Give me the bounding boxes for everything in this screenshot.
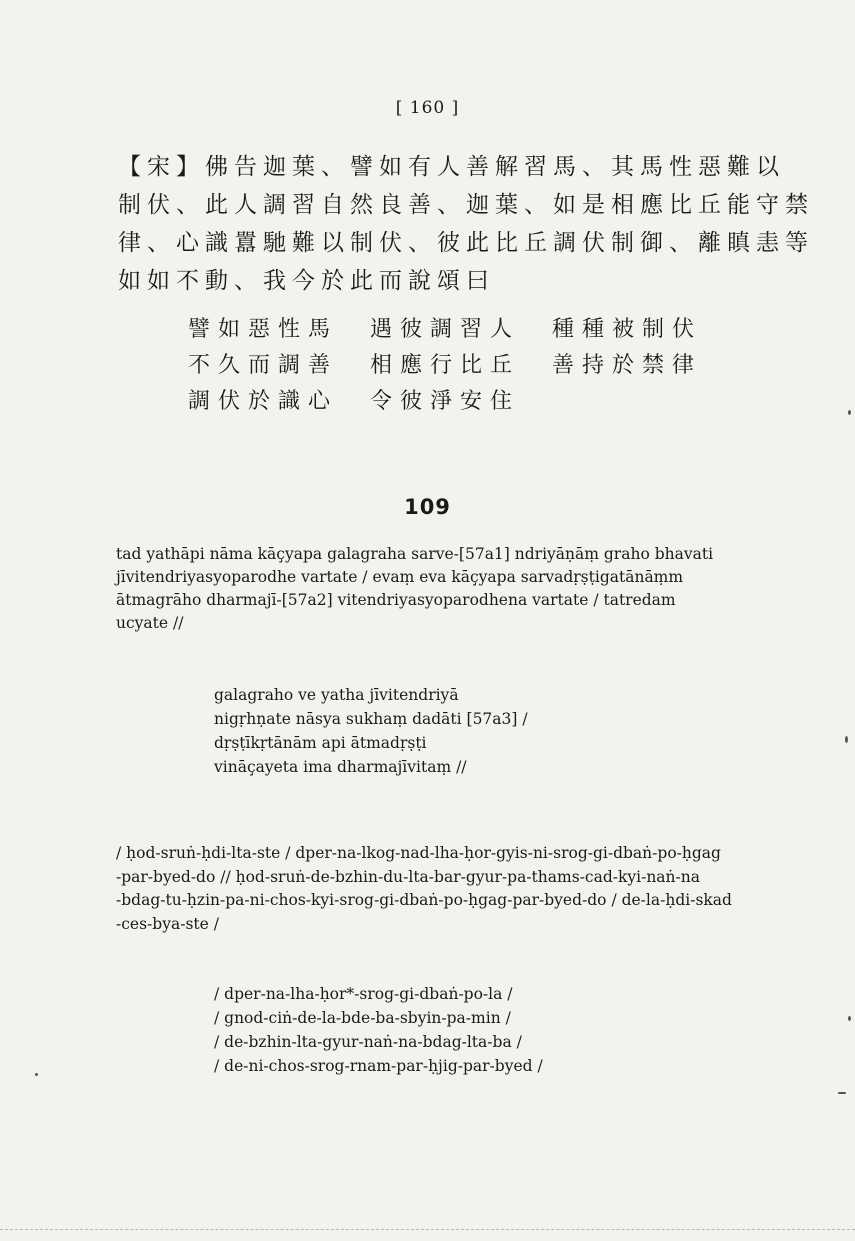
sanskrit-verse-line: nigṛhṇate nāsya sukhaṃ dadāti [57a3] / (214, 710, 528, 728)
scan-speck (848, 410, 851, 415)
chinese-prose-line: 【宋】佛告迦葉、譬如有人善解習馬、其馬性惡難以 (118, 154, 785, 180)
chinese-verse-phrase: 譬如惡性馬 (188, 317, 339, 342)
tibetan-verse-line: / dper-na-lha-ḥor*-srog-gi-dbaṅ-po-la / (214, 985, 513, 1003)
sanskrit-verse-line: galagraho ve yatha jīvitendriyā (214, 686, 459, 704)
scan-speck (35, 1073, 38, 1076)
tibetan-prose-line: -bdag-tu-ḥzin-pa-ni-chos-kyi-srog-gi-dbaṅ-po-ḥgag-par-byed-do / de-la-ḥdi-skad (116, 891, 732, 909)
scan-speck (848, 1016, 851, 1021)
chinese-verse-phrase: 令彼淨安住 (370, 389, 521, 414)
section-number: 109 (404, 495, 451, 519)
chinese-verse-phrase: 調伏於識心 (188, 389, 339, 414)
tibetan-verse-block (214, 982, 543, 1078)
tibetan-prose-block (116, 842, 786, 936)
sanskrit-prose-line: tad yathāpi nāma kāçyapa galagraha sarve-[57a1] ndriyāṇāṃ graho bhavati (116, 545, 714, 563)
tibetan-prose-line: -ces-bya-ste / (116, 914, 219, 933)
chinese-prose-line: 制伏、此人調習自然良善、迦葉、如是相應比丘能守禁 (118, 192, 814, 218)
sanskrit-verse-line: dṛṣṭīkṛtānām api ātmadṛṣṭi (214, 734, 427, 752)
page-bottom-edge (0, 1229, 855, 1231)
sanskrit-prose-line: jīvitendriyasyoparodhe vartate / evaṃ eva kāçyapa sarvadṛṣṭigatānāṃm (116, 568, 684, 586)
scan-speck (845, 736, 848, 743)
chinese-prose-line: 律、心識囂馳難以制伏、彼此比丘調伏制御、離瞋恚等 (118, 230, 814, 256)
sanskrit-verse-line: vināçayeta ima dharmajīvitaṃ // (214, 758, 467, 776)
page-number: [ 160 ] (395, 98, 460, 118)
sanskrit-verse-block (214, 683, 528, 779)
tibetan-prose-line: / ḥod-sruṅ-ḥdi-lta-ste / dper-na-lkog-nad-lha-ḥor-gyis-ni-srog-gi-dbaṅ-po-ḥgag (116, 844, 721, 862)
tibetan-verse-line: / de-ni-chos-srog-rnam-par-ḥjig-par-byed / (214, 1057, 543, 1075)
tibetan-prose-line: -par-byed-do // ḥod-sruṅ-de-bzhin-du-lta-bar-gyur-pa-thams-cad-kyi-naṅ-na (116, 867, 700, 886)
tibetan-verse-line: / gnod-ciṅ-de-la-bde-ba-sbyin-pa-min / (214, 1009, 511, 1027)
sanskrit-prose-block (116, 543, 786, 635)
scan-speck (838, 1092, 846, 1094)
chinese-verse-phrase: 種種被制伏 (552, 317, 703, 342)
tibetan-verse-line: / de-bzhin-lta-gyur-naṅ-na-bdag-lta-ba / (214, 1033, 522, 1051)
chinese-verse-phrase: 相應行比丘 (370, 353, 521, 378)
chinese-verse-phrase: 善持於禁律 (552, 353, 703, 378)
chinese-verse-block (188, 314, 734, 418)
sanskrit-prose-line: ātmagrāho dharmajī-[57a2] vitendriyasyoparodhena vartate / tatredam (116, 591, 676, 609)
chinese-prose-block (118, 148, 814, 300)
sanskrit-prose-line: ucyate // (116, 614, 184, 632)
chinese-verse-phrase: 不久而調善 (188, 353, 339, 378)
chinese-verse-phrase: 遇彼調習人 (370, 317, 521, 342)
chinese-prose-line: 如如不動、我今於此而說頌曰 (118, 268, 495, 294)
